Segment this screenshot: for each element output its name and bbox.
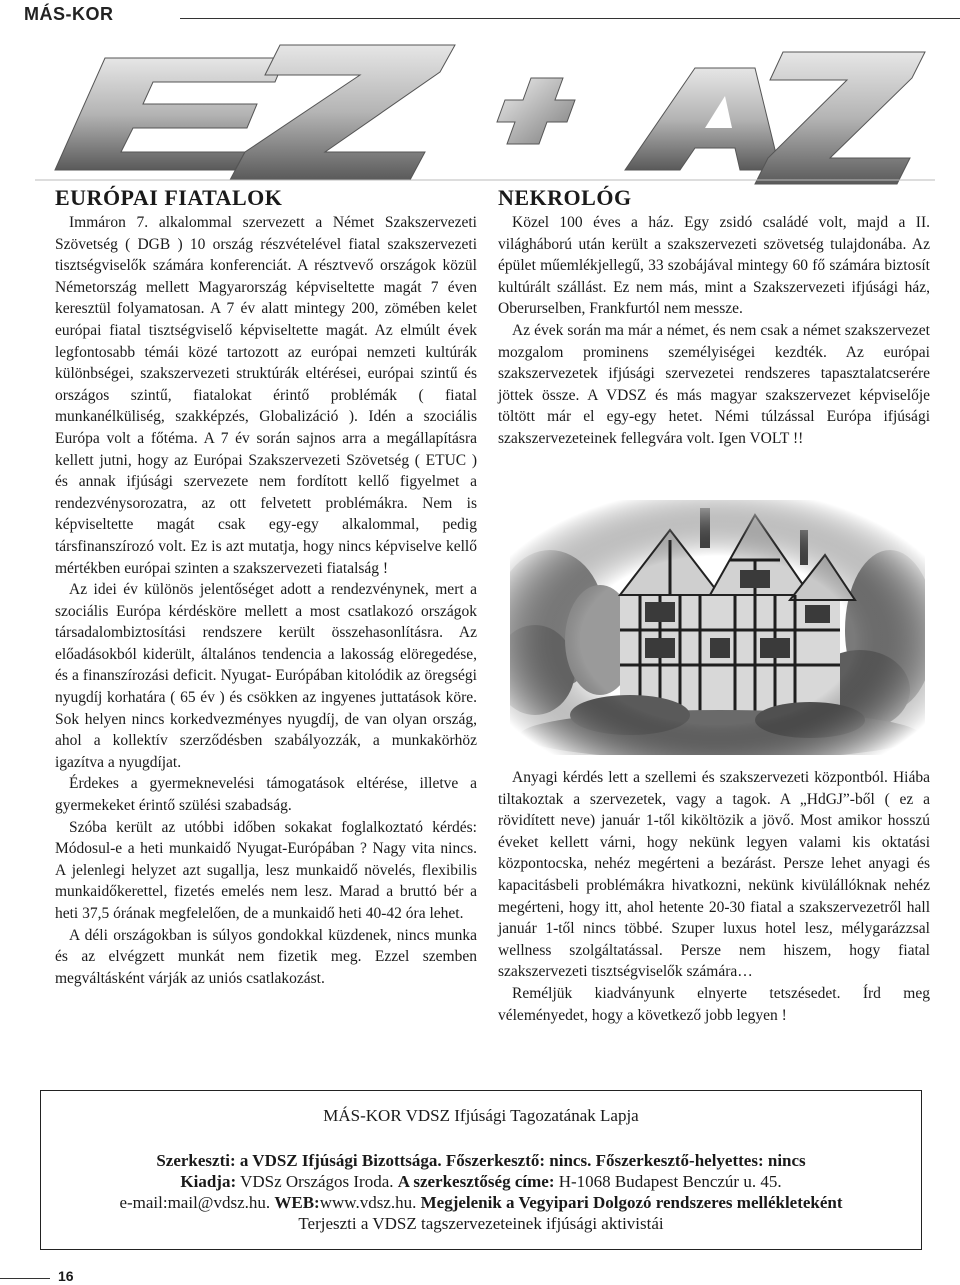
imprint-publisher (41, 1172, 921, 1192)
article-heading: EURÓPAI FIATALOK (55, 185, 283, 210)
article-paragraph: Közel 100 éves a ház. Egy zsidó családé volt, majd a II. világháború után került a szakszervezeti szövetség tulajdonába. Az épület műemlékjellegű, 33 szobájával mintegy 60 fő számára biztosít kultúrált szállást. Ez nem más, mint a Szakszervezeti ifjúsági ház, Oberurselben, Frankfurtól nem messze. (498, 214, 930, 318)
article-paragraph: Az évek során ma már a német, és nem csak a német szakszervezet mozgalom prominens személyiségei kezdték. Az európai szakszervezetek ifjúsági szervezetei rendszeres tapasztalatcserére jöttek össze. A VDSZ és más magyar szakszervezet képviselője töltött már el egy-egy hetet. Némi túlzással Európa ifjúsági szakszervezeteinek fellegvára volt. Igen VOLT !! (498, 321, 930, 447)
article-nekrolog-continued (498, 767, 930, 1026)
article-paragraph: Érdekes a gyermeknevelési támogatások eltérése, illetve a gyermekeket érintő szülési szabadság. (55, 775, 477, 815)
publisher-value: VDSz Országos Iroda. (236, 1172, 398, 1191)
article-europai-fiatalok (55, 185, 477, 989)
article-paragraph: Anyagi kérdés lett a szellemi és szakszervezeti központból. Hiába tiltakoztak a szervezetek, vagy a tagok. A „HdGJ”-ből ( ez a rövidített neve) január 1-től kiköltözik a jövő. Most amikor hosszú éveket kellett várni, hogy nekünk legyen valami kis oktatási központocska, nehéz megérteni a bezárást. Persze lehet anyagi és kapacitásbeli problémákra hivatkozni, nekünk kivülállóknak nehéz megérteni, hogy itt, ahol hetente 20-30 fiatal a szakszervezetről hall január 1-től nincs többé. Szuper luxus hotel lesz, mélygarázzsal wellness szolgáltatással. Persze nem hiszem, hogy fiatal szakszervezeti tisztségviselők számára… (498, 769, 930, 981)
address-label: A szerkesztőség címe: (397, 1172, 555, 1191)
address-value: H-1068 Budapest Benczúr u. 45. (554, 1172, 782, 1191)
article-paragraph: A déli országokban is súlyos gondokkal küzdenek, nincs munka és az elvégzett munkát nem fizetik meg. Ezzel szemben megváltásként várják az uniós csatlakozást. (55, 926, 477, 987)
article-nekrolog (498, 185, 930, 450)
page-number: 16 (58, 1268, 74, 1284)
imprint-contact (41, 1193, 921, 1213)
supplement-note: Megjelenik a Vegyipari Dolgozó rendszeres mellékleteként (420, 1193, 843, 1212)
web-value: www.vdsz.hu. (319, 1193, 421, 1212)
article-heading: NEKROLÓG (498, 185, 632, 210)
section-label: MÁS-KOR (24, 4, 114, 24)
house-photo (510, 500, 925, 755)
article-paragraph: Szóba került az utóbbi időben sokakat foglalkoztató kérdés: Módosul-e a heti munkaidő Nyugat-Európában ? Nagy vita nincs. A jelenlegi helyzet azt sugallja, lesz munkaidő növelés, flexibilis munkaidőkerettel, fizetés emelés nem lesz. Marad a bruttó bér a heti 37,5 órának megfelelően, de a munkaidő heti 40-42 óra lehet. (55, 818, 477, 922)
publisher-label: Kiadja: (180, 1172, 237, 1191)
page-number-rule (0, 1278, 50, 1279)
masthead-logo (35, 40, 935, 185)
header-rule (180, 18, 960, 19)
web-label: WEB: (274, 1193, 320, 1212)
imprint-title: MÁS-KOR VDSZ Ifjúsági Tagozatának Lapja (323, 1106, 639, 1125)
imprint-editors: Szerkeszti: a VDSZ Ifjúsági Bizottsága. Főszerkesztő: nincs. Főszerkesztő-helyettes: nincs (156, 1151, 806, 1170)
article-paragraph: Reméljük kiadványunk elnyerte tetszésedet. Írd meg véleményedet, hogy a következő jobb legyen ! (498, 984, 930, 1024)
tudor-house-image (510, 500, 925, 755)
article-paragraph: Immáron 7. alkalommal szervezett a Német Szakszervezeti Szövetség ( DGB ) 10 ország részvételével fiatal szakszervezeti tisztségviselők számára konferenciát. A résztvevő országok közül Németország mellett Magyarország képviseltette magát 7 éven keresztül folyamatosan. A 7 év alatt mintegy 200, zömében kelet európai fiatal tisztségviselő képviseltette magát. Az elmúlt évek legfontosabb témái közé tartozott az európai nemzeti kultúrák különbségei, szakszervezeti struktúrák eltérései, európai szintű és országos szintű, fiatalokat érintő problémák ( fiatal munkanélküliség, szakképzés, Globalizáció ). Idén a szociális Európa volt a főtéma. A 7 év során sajnos arra a megállapításra kellett jutni, hogy az Európai Szakszervezeti Szövetség ( ETUC ) és annak ifjúsági szervezete nem fordított kellő figyelmet a rendezvénysorozatra, az ott felvetett problémákra. Nem is képviseltette magát csak egy-egy alkalommal, pedig társfinanszírozó volt. Ez is azt mutatja, hogy nincs képviselve kellő mértékben európai szinten a szakszervezeti fiatalság ! (55, 214, 477, 577)
article-paragraph: Az idei év különös jelentőséget adott a rendezvénynek, mert a szociális Európa kérdésköre mellett a most csatlakozó országok társadalombiztosítási rendszere került összehasonlításra. Az előadásokból kiderült, általános tendencia a lakosság elöregedése, és a finanszírozási deficit. Nyugat- Európában kitolódik az öregségi nyugdíj korhatára ( 65 év ) és csökken az ingyenes juttatások köre. Sok helyen nincs korkedvezményes nyugdíj, de van olyan ország, ahol a kollektív szerződésben szabályozzák, a munkakörhöz igazítva a nyugdíjat. (55, 581, 477, 771)
imprint-box (40, 1090, 922, 1250)
email-text: e-mail:mail@vdsz.hu. (119, 1193, 275, 1212)
ez-az-logo-graphic (35, 40, 935, 185)
imprint-distribution: Terjeszti a VDSZ tagszervezeteinek ifjúsági aktivistái (298, 1214, 664, 1233)
section-header (0, 0, 960, 30)
